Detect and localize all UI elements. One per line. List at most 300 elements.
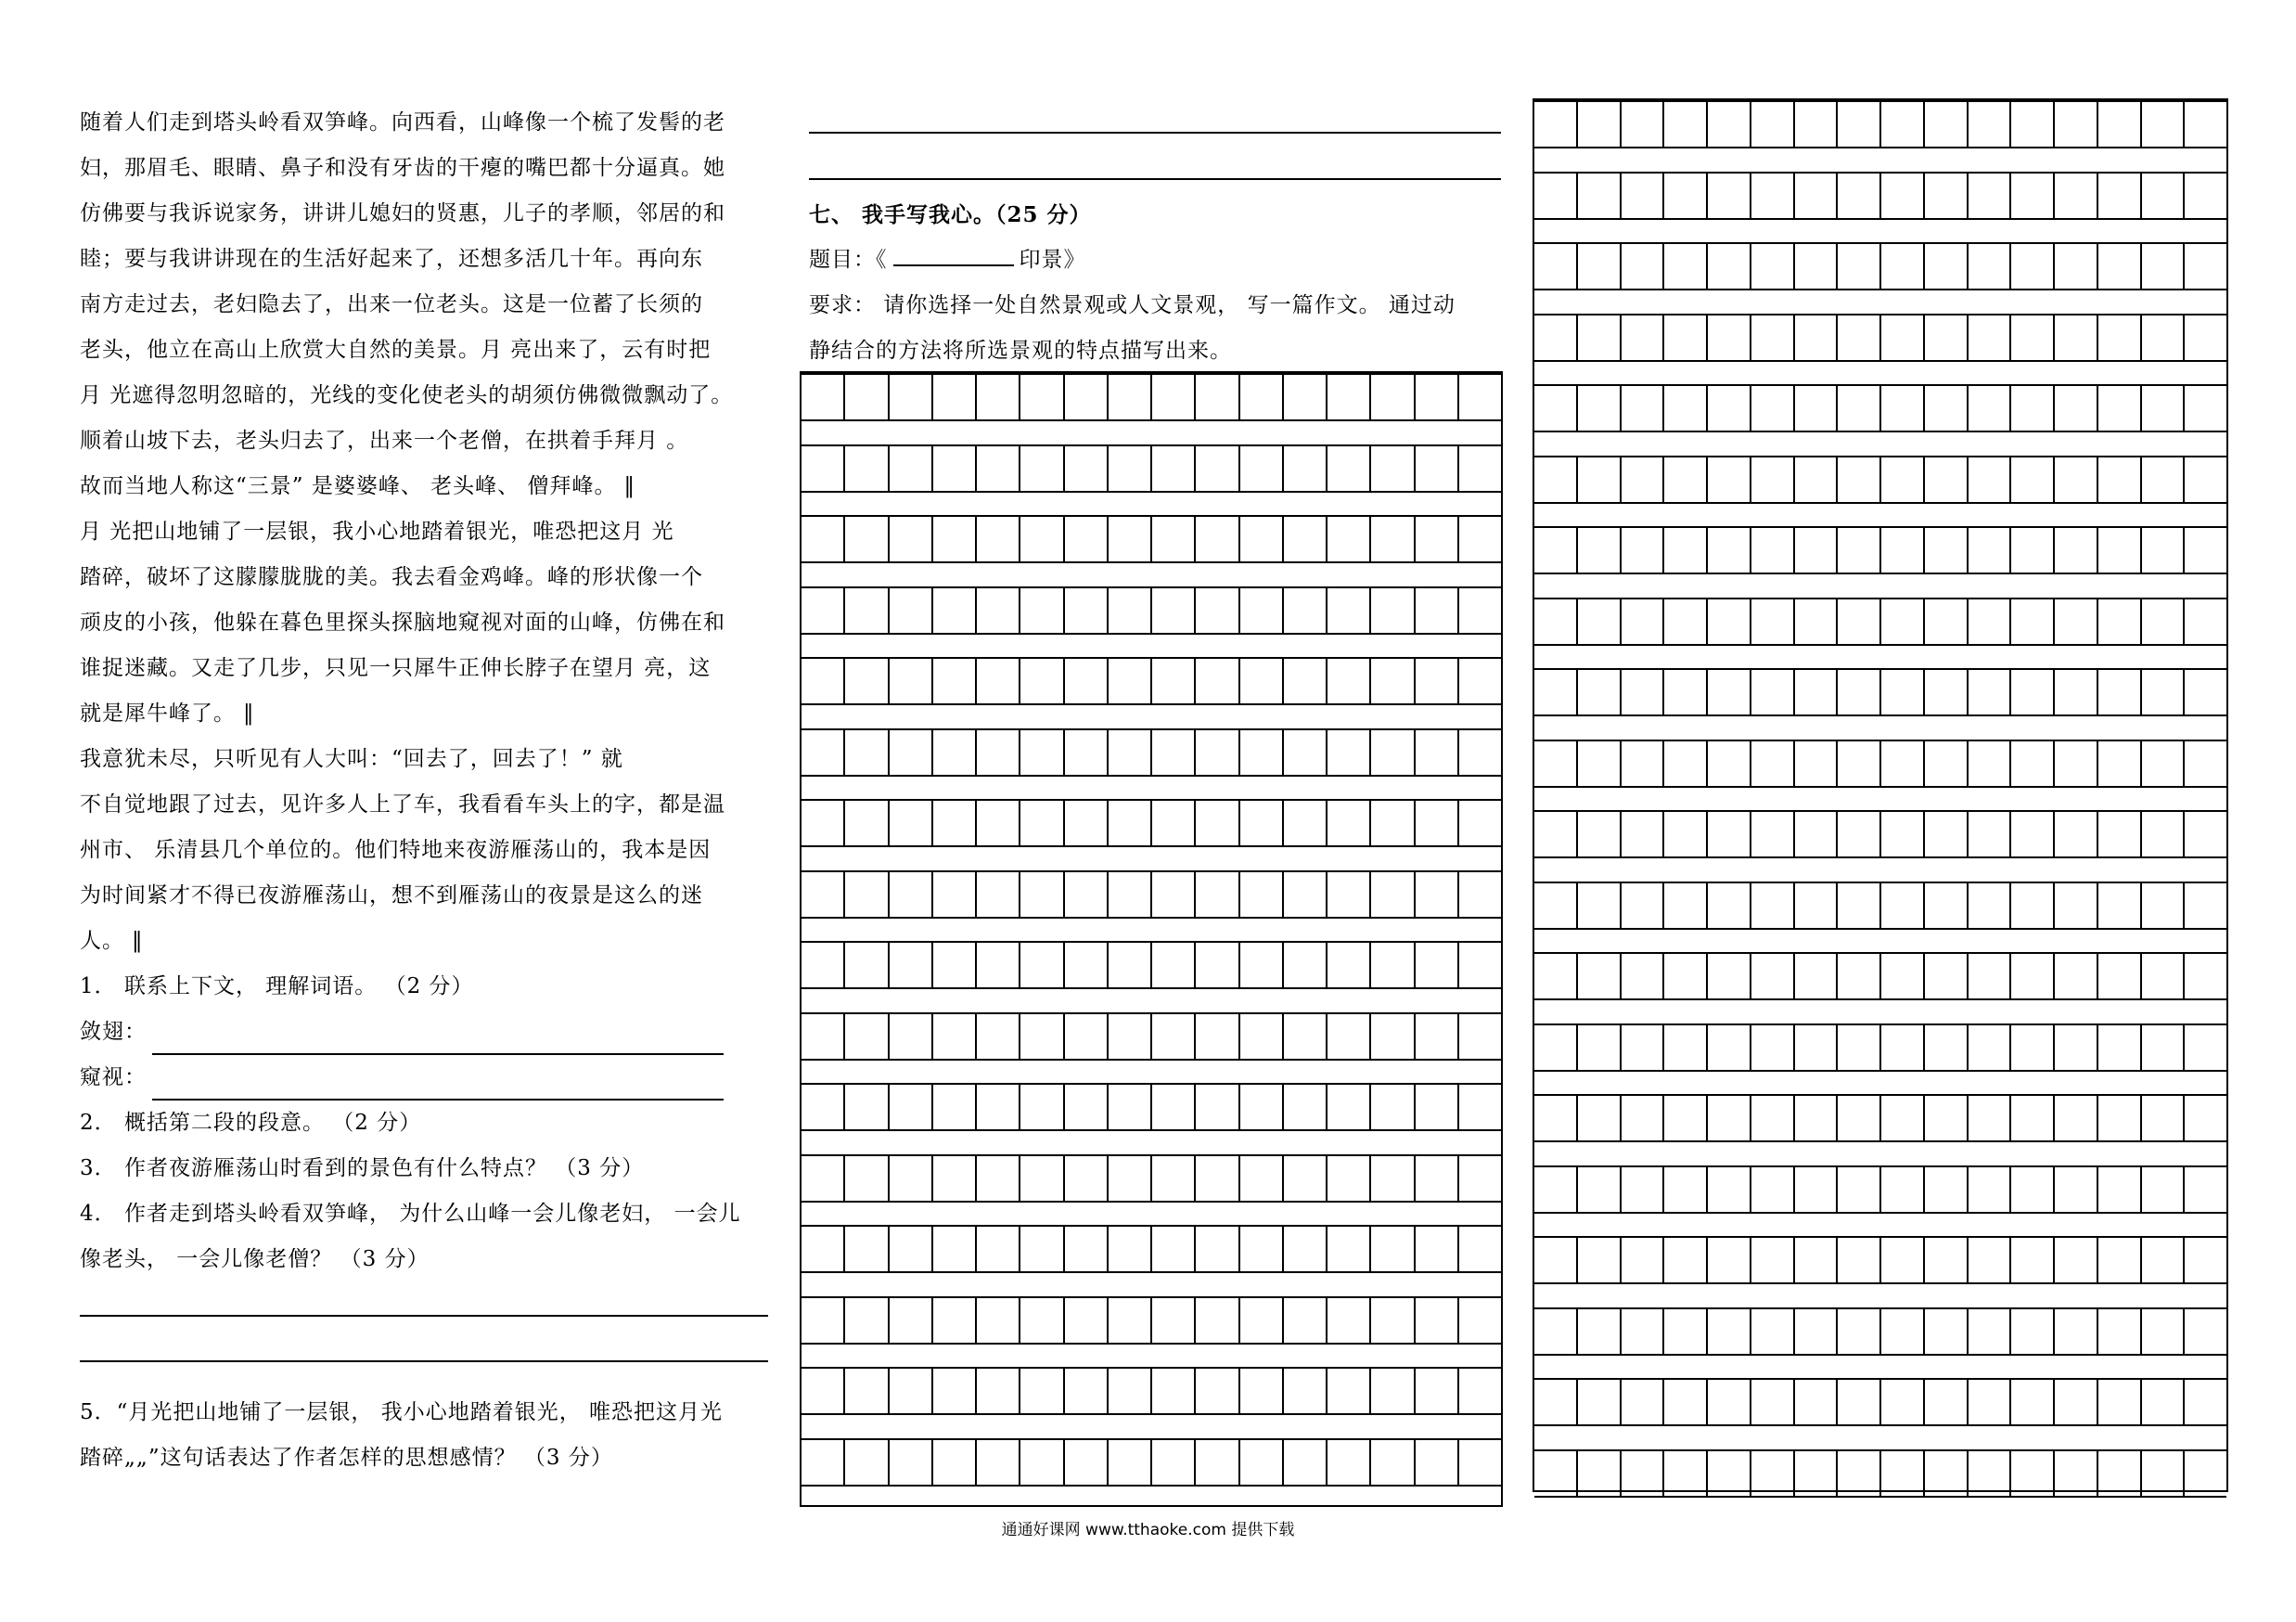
grid-cell[interactable]: [1881, 812, 1925, 856]
grid-cell[interactable]: [1196, 1227, 1239, 1271]
grid-cell[interactable]: [2055, 1451, 2098, 1496]
grid-cell[interactable]: [1795, 315, 1839, 360]
grid-cell[interactable]: [2098, 1167, 2142, 1212]
grid-cell[interactable]: [2142, 1167, 2186, 1212]
grid-cell[interactable]: [2185, 386, 2226, 431]
grid-cell[interactable]: [1578, 386, 1622, 431]
grid-cell[interactable]: [1838, 386, 1881, 431]
grid-cell[interactable]: [977, 1440, 1020, 1485]
grid-cell[interactable]: [977, 1369, 1020, 1413]
grid-cell[interactable]: [2098, 457, 2142, 502]
grid-cell[interactable]: [1152, 517, 1196, 561]
grid-cell[interactable]: [1020, 1440, 1064, 1485]
grid-cell[interactable]: [977, 1298, 1020, 1343]
grid-cell[interactable]: [1459, 730, 1501, 775]
grid-cell[interactable]: [1284, 1440, 1328, 1485]
answer-line[interactable]: [80, 1328, 768, 1373]
grid-cell[interactable]: [1152, 1156, 1196, 1201]
grid-cell[interactable]: [2142, 528, 2186, 573]
grid-cell[interactable]: [1065, 588, 1109, 633]
grid-cell[interactable]: [1416, 1440, 1459, 1485]
grid-cell[interactable]: [1881, 528, 1925, 573]
grid-cell[interactable]: [1152, 872, 1196, 917]
grid-cell[interactable]: [1020, 446, 1064, 491]
answer-line[interactable]: [809, 178, 1501, 180]
grid-cell[interactable]: [1065, 375, 1109, 419]
grid-cell[interactable]: [845, 1369, 889, 1413]
grid-cell[interactable]: [1196, 1085, 1239, 1129]
grid-cell[interactable]: [1708, 741, 1751, 786]
grid-cell[interactable]: [1578, 102, 1622, 147]
grid-cell[interactable]: [2011, 1025, 2055, 1070]
grid-cell[interactable]: [1838, 1167, 1881, 1212]
grid-cell[interactable]: [1838, 741, 1881, 786]
grid-cell[interactable]: [1065, 1014, 1109, 1059]
grid-cell[interactable]: [977, 943, 1020, 987]
grid-cell[interactable]: [2011, 528, 2055, 573]
grid-cell[interactable]: [1240, 1014, 1284, 1059]
grid-cell[interactable]: [1795, 1238, 1839, 1282]
grid-cell[interactable]: [1622, 812, 1665, 856]
grid-cell[interactable]: [1371, 730, 1415, 775]
grid-cell[interactable]: [1838, 315, 1881, 360]
grid-cell[interactable]: [1240, 1085, 1284, 1129]
grid-cell[interactable]: [1020, 1227, 1064, 1271]
grid-cell[interactable]: [890, 1156, 933, 1201]
grid-cell[interactable]: [802, 1227, 845, 1271]
grid-cell[interactable]: [2185, 1451, 2226, 1496]
answer-blank[interactable]: [152, 1073, 724, 1101]
grid-cell[interactable]: [1328, 1440, 1371, 1485]
grid-cell[interactable]: [1622, 1451, 1665, 1496]
grid-cell[interactable]: [2098, 528, 2142, 573]
grid-cell[interactable]: [1109, 1014, 1152, 1059]
grid-cell[interactable]: [1240, 1156, 1284, 1201]
grid-cell[interactable]: [1925, 1096, 1969, 1140]
grid-cell[interactable]: [1881, 599, 1925, 644]
grid-cell[interactable]: [1065, 730, 1109, 775]
grid-cell[interactable]: [2055, 386, 2098, 431]
grid-cell[interactable]: [1152, 1298, 1196, 1343]
grid-cell[interactable]: [1416, 1298, 1459, 1343]
grid-cell[interactable]: [1196, 730, 1239, 775]
grid-cell[interactable]: [802, 1085, 845, 1129]
grid-cell[interactable]: [1881, 1096, 1925, 1140]
grid-cell[interactable]: [1065, 1440, 1109, 1485]
grid-cell[interactable]: [1196, 375, 1239, 419]
grid-cell[interactable]: [1925, 1309, 1969, 1354]
grid-cell[interactable]: [802, 517, 845, 561]
grid-cell[interactable]: [2185, 883, 2226, 928]
grid-cell[interactable]: [1622, 102, 1665, 147]
grid-cell[interactable]: [845, 1227, 889, 1271]
grid-cell[interactable]: [1795, 1167, 1839, 1212]
grid-cell[interactable]: [1578, 1238, 1622, 1282]
grid-cell[interactable]: [845, 801, 889, 845]
grid-cell[interactable]: [1284, 517, 1328, 561]
grid-cell[interactable]: [2055, 1309, 2098, 1354]
grid-cell[interactable]: [1838, 174, 1881, 218]
grid-cell[interactable]: [2142, 457, 2186, 502]
grid-cell[interactable]: [2055, 883, 2098, 928]
grid-cell[interactable]: [1459, 943, 1501, 987]
grid-cell[interactable]: [2185, 1309, 2226, 1354]
grid-cell[interactable]: [1838, 1451, 1881, 1496]
grid-cell[interactable]: [1795, 528, 1839, 573]
grid-cell[interactable]: [1622, 599, 1665, 644]
grid-cell[interactable]: [1751, 741, 1795, 786]
grid-cell[interactable]: [2142, 174, 2186, 218]
grid-cell[interactable]: [1751, 599, 1795, 644]
grid-cell[interactable]: [1578, 1096, 1622, 1140]
grid-cell[interactable]: [802, 659, 845, 703]
grid-cell[interactable]: [1328, 446, 1371, 491]
grid-cell[interactable]: [1371, 588, 1415, 633]
grid-cell[interactable]: [1969, 386, 2012, 431]
grid-cell[interactable]: [2098, 244, 2142, 289]
grid-cell[interactable]: [1534, 1451, 1578, 1496]
grid-cell[interactable]: [2055, 457, 2098, 502]
grid-cell[interactable]: [845, 659, 889, 703]
grid-cell[interactable]: [1578, 812, 1622, 856]
grid-cell[interactable]: [802, 1014, 845, 1059]
grid-cell[interactable]: [1578, 1309, 1622, 1354]
grid-cell[interactable]: [2098, 386, 2142, 431]
grid-cell[interactable]: [1664, 528, 1708, 573]
grid-cell[interactable]: [1152, 801, 1196, 845]
grid-cell[interactable]: [2011, 102, 2055, 147]
grid-cell[interactable]: [933, 659, 977, 703]
grid-cell[interactable]: [1708, 883, 1751, 928]
grid-cell[interactable]: [1751, 883, 1795, 928]
grid-cell[interactable]: [1065, 1298, 1109, 1343]
grid-cell[interactable]: [2055, 812, 2098, 856]
grid-cell[interactable]: [1925, 315, 1969, 360]
grid-cell[interactable]: [1240, 872, 1284, 917]
grid-cell[interactable]: [1795, 954, 1839, 998]
grid-cell[interactable]: [1065, 659, 1109, 703]
grid-cell[interactable]: [1196, 1014, 1239, 1059]
grid-cell[interactable]: [933, 446, 977, 491]
grid-cell[interactable]: [2185, 599, 2226, 644]
grid-cell[interactable]: [1751, 1025, 1795, 1070]
grid-cell[interactable]: [2055, 174, 2098, 218]
grid-cell[interactable]: [845, 872, 889, 917]
grid-cell[interactable]: [2011, 883, 2055, 928]
grid-cell[interactable]: [1152, 1369, 1196, 1413]
grid-cell[interactable]: [2142, 1238, 2186, 1282]
grid-cell[interactable]: [1109, 730, 1152, 775]
grid-cell[interactable]: [933, 588, 977, 633]
grid-cell[interactable]: [1328, 1156, 1371, 1201]
grid-cell[interactable]: [1622, 386, 1665, 431]
grid-cell[interactable]: [1881, 741, 1925, 786]
grid-cell[interactable]: [845, 517, 889, 561]
grid-cell[interactable]: [2011, 1238, 2055, 1282]
grid-cell[interactable]: [1371, 375, 1415, 419]
grid-cell[interactable]: [1020, 1298, 1064, 1343]
grid-cell[interactable]: [1578, 244, 1622, 289]
grid-cell[interactable]: [845, 446, 889, 491]
answer-blank[interactable]: [152, 1027, 724, 1055]
grid-cell[interactable]: [2011, 386, 2055, 431]
grid-cell[interactable]: [1371, 872, 1415, 917]
grid-cell[interactable]: [2011, 670, 2055, 714]
grid-cell[interactable]: [1578, 883, 1622, 928]
grid-cell[interactable]: [1838, 812, 1881, 856]
grid-cell[interactable]: [1708, 812, 1751, 856]
grid-cell[interactable]: [1708, 1096, 1751, 1140]
grid-cell[interactable]: [1622, 174, 1665, 218]
grid-cell[interactable]: [1969, 457, 2012, 502]
grid-cell[interactable]: [1664, 174, 1708, 218]
grid-cell[interactable]: [1416, 446, 1459, 491]
grid-cell[interactable]: [1838, 102, 1881, 147]
grid-cell[interactable]: [2185, 244, 2226, 289]
grid-cell[interactable]: [1578, 1167, 1622, 1212]
grid-cell[interactable]: [1795, 1309, 1839, 1354]
grid-cell[interactable]: [977, 1156, 1020, 1201]
grid-cell[interactable]: [1795, 883, 1839, 928]
grid-cell[interactable]: [1416, 659, 1459, 703]
grid-cell[interactable]: [890, 659, 933, 703]
grid-cell[interactable]: [2011, 457, 2055, 502]
grid-cell[interactable]: [1020, 943, 1064, 987]
grid-cell[interactable]: [1240, 1369, 1284, 1413]
grid-cell[interactable]: [1534, 670, 1578, 714]
grid-cell[interactable]: [1328, 1227, 1371, 1271]
answer-line[interactable]: [809, 132, 1501, 134]
grid-cell[interactable]: [1881, 954, 1925, 998]
grid-cell[interactable]: [933, 1369, 977, 1413]
grid-cell[interactable]: [1459, 801, 1501, 845]
grid-cell[interactable]: [1240, 375, 1284, 419]
grid-cell[interactable]: [1416, 517, 1459, 561]
grid-cell[interactable]: [2142, 1380, 2186, 1424]
grid-cell[interactable]: [1664, 812, 1708, 856]
grid-cell[interactable]: [1534, 528, 1578, 573]
grid-cell[interactable]: [2185, 670, 2226, 714]
grid-cell[interactable]: [1925, 386, 1969, 431]
grid-cell[interactable]: [1416, 1156, 1459, 1201]
grid-cell[interactable]: [1925, 954, 1969, 998]
grid-cell[interactable]: [1664, 244, 1708, 289]
grid-cell[interactable]: [1459, 1440, 1501, 1485]
grid-cell[interactable]: [1969, 1096, 2012, 1140]
grid-cell[interactable]: [1708, 1380, 1751, 1424]
grid-cell[interactable]: [1152, 1440, 1196, 1485]
grid-cell[interactable]: [1578, 315, 1622, 360]
grid-cell[interactable]: [1328, 1014, 1371, 1059]
grid-cell[interactable]: [1795, 670, 1839, 714]
grid-cell[interactable]: [1751, 1238, 1795, 1282]
grid-cell[interactable]: [1196, 1156, 1239, 1201]
grid-cell[interactable]: [1622, 1167, 1665, 1212]
grid-cell[interactable]: [1020, 517, 1064, 561]
title-blank[interactable]: [893, 244, 1014, 266]
grid-cell[interactable]: [1969, 670, 2012, 714]
grid-cell[interactable]: [1881, 1167, 1925, 1212]
grid-cell[interactable]: [1534, 1380, 1578, 1424]
grid-cell[interactable]: [2185, 954, 2226, 998]
grid-cell[interactable]: [1838, 883, 1881, 928]
grid-cell[interactable]: [2142, 315, 2186, 360]
grid-cell[interactable]: [1925, 174, 1969, 218]
grid-cell[interactable]: [1109, 1227, 1152, 1271]
grid-cell[interactable]: [1371, 659, 1415, 703]
grid-cell[interactable]: [2011, 741, 2055, 786]
grid-cell[interactable]: [933, 943, 977, 987]
grid-cell[interactable]: [1795, 386, 1839, 431]
grid-cell[interactable]: [890, 1014, 933, 1059]
grid-cell[interactable]: [1284, 872, 1328, 917]
grid-cell[interactable]: [1925, 812, 1969, 856]
grid-cell[interactable]: [2098, 1451, 2142, 1496]
grid-cell[interactable]: [1969, 599, 2012, 644]
grid-cell[interactable]: [1459, 588, 1501, 633]
grid-cell[interactable]: [2185, 1025, 2226, 1070]
grid-cell[interactable]: [933, 1014, 977, 1059]
grid-cell[interactable]: [1240, 1440, 1284, 1485]
grid-cell[interactable]: [2098, 670, 2142, 714]
grid-cell[interactable]: [1838, 1238, 1881, 1282]
grid-cell[interactable]: [1534, 102, 1578, 147]
grid-cell[interactable]: [1751, 528, 1795, 573]
grid-cell[interactable]: [802, 375, 845, 419]
grid-cell[interactable]: [1925, 599, 1969, 644]
grid-cell[interactable]: [1622, 1238, 1665, 1282]
grid-cell[interactable]: [2055, 1238, 2098, 1282]
grid-cell[interactable]: [1664, 1096, 1708, 1140]
grid-cell[interactable]: [1708, 1451, 1751, 1496]
grid-cell[interactable]: [1459, 1085, 1501, 1129]
grid-cell[interactable]: [1969, 315, 2012, 360]
grid-cell[interactable]: [890, 1298, 933, 1343]
grid-cell[interactable]: [1925, 1167, 1969, 1212]
grid-cell[interactable]: [1708, 599, 1751, 644]
grid-cell[interactable]: [1534, 386, 1578, 431]
grid-cell[interactable]: [1838, 1096, 1881, 1140]
grid-cell[interactable]: [1371, 446, 1415, 491]
grid-cell[interactable]: [1152, 446, 1196, 491]
grid-cell[interactable]: [890, 801, 933, 845]
grid-cell[interactable]: [845, 1440, 889, 1485]
grid-cell[interactable]: [2055, 244, 2098, 289]
grid-cell[interactable]: [2055, 1167, 2098, 1212]
writing-grid-right[interactable]: [1533, 98, 2228, 1492]
grid-cell[interactable]: [1065, 943, 1109, 987]
grid-cell[interactable]: [1152, 659, 1196, 703]
grid-cell[interactable]: [845, 1156, 889, 1201]
grid-cell[interactable]: [1881, 1309, 1925, 1354]
grid-cell[interactable]: [890, 588, 933, 633]
grid-cell[interactable]: [1751, 1309, 1795, 1354]
grid-cell[interactable]: [977, 1227, 1020, 1271]
grid-cell[interactable]: [1578, 599, 1622, 644]
grid-cell[interactable]: [2142, 812, 2186, 856]
grid-cell[interactable]: [1196, 801, 1239, 845]
grid-cell[interactable]: [1416, 1369, 1459, 1413]
grid-cell[interactable]: [1284, 730, 1328, 775]
grid-cell[interactable]: [2185, 174, 2226, 218]
grid-cell[interactable]: [1881, 1025, 1925, 1070]
grid-cell[interactable]: [1534, 315, 1578, 360]
grid-cell[interactable]: [1534, 1096, 1578, 1140]
grid-cell[interactable]: [1328, 375, 1371, 419]
grid-cell[interactable]: [1371, 1227, 1415, 1271]
grid-cell[interactable]: [1284, 943, 1328, 987]
grid-cell[interactable]: [1622, 670, 1665, 714]
grid-cell[interactable]: [2098, 1238, 2142, 1282]
grid-cell[interactable]: [977, 588, 1020, 633]
grid-cell[interactable]: [1751, 102, 1795, 147]
grid-cell[interactable]: [1240, 446, 1284, 491]
grid-cell[interactable]: [802, 1156, 845, 1201]
grid-cell[interactable]: [1371, 801, 1415, 845]
grid-cell[interactable]: [1881, 102, 1925, 147]
grid-cell[interactable]: [1881, 315, 1925, 360]
grid-cell[interactable]: [1795, 457, 1839, 502]
grid-cell[interactable]: [1578, 1380, 1622, 1424]
grid-cell[interactable]: [1065, 1156, 1109, 1201]
grid-cell[interactable]: [1240, 517, 1284, 561]
grid-cell[interactable]: [2185, 1380, 2226, 1424]
grid-cell[interactable]: [2185, 102, 2226, 147]
grid-cell[interactable]: [1881, 1380, 1925, 1424]
grid-cell[interactable]: [1578, 1025, 1622, 1070]
grid-cell[interactable]: [1838, 1025, 1881, 1070]
grid-cell[interactable]: [1284, 1014, 1328, 1059]
grid-cell[interactable]: [1240, 1227, 1284, 1271]
grid-cell[interactable]: [2098, 883, 2142, 928]
grid-cell[interactable]: [1708, 457, 1751, 502]
grid-cell[interactable]: [1664, 386, 1708, 431]
grid-cell[interactable]: [1284, 659, 1328, 703]
grid-cell[interactable]: [1109, 943, 1152, 987]
grid-cell[interactable]: [1459, 1369, 1501, 1413]
grid-cell[interactable]: [2185, 741, 2226, 786]
grid-cell[interactable]: [802, 588, 845, 633]
grid-cell[interactable]: [2011, 1309, 2055, 1354]
grid-cell[interactable]: [1065, 801, 1109, 845]
grid-cell[interactable]: [2011, 1096, 2055, 1140]
grid-cell[interactable]: [1795, 244, 1839, 289]
grid-cell[interactable]: [1925, 1451, 1969, 1496]
grid-cell[interactable]: [845, 1014, 889, 1059]
grid-cell[interactable]: [890, 1227, 933, 1271]
grid-cell[interactable]: [1969, 244, 2012, 289]
grid-cell[interactable]: [933, 1156, 977, 1201]
grid-cell[interactable]: [1751, 812, 1795, 856]
grid-cell[interactable]: [1371, 1440, 1415, 1485]
grid-cell[interactable]: [1795, 102, 1839, 147]
grid-cell[interactable]: [1020, 1156, 1064, 1201]
grid-cell[interactable]: [1751, 1096, 1795, 1140]
grid-cell[interactable]: [1459, 517, 1501, 561]
grid-cell[interactable]: [1838, 670, 1881, 714]
grid-cell[interactable]: [1969, 1451, 2012, 1496]
grid-cell[interactable]: [1196, 1440, 1239, 1485]
grid-cell[interactable]: [1020, 375, 1064, 419]
grid-cell[interactable]: [1838, 954, 1881, 998]
grid-cell[interactable]: [890, 1085, 933, 1129]
grid-cell[interactable]: [1881, 1238, 1925, 1282]
grid-cell[interactable]: [2185, 1167, 2226, 1212]
grid-cell[interactable]: [977, 446, 1020, 491]
grid-cell[interactable]: [1328, 1369, 1371, 1413]
grid-cell[interactable]: [2098, 1380, 2142, 1424]
grid-cell[interactable]: [2185, 457, 2226, 502]
